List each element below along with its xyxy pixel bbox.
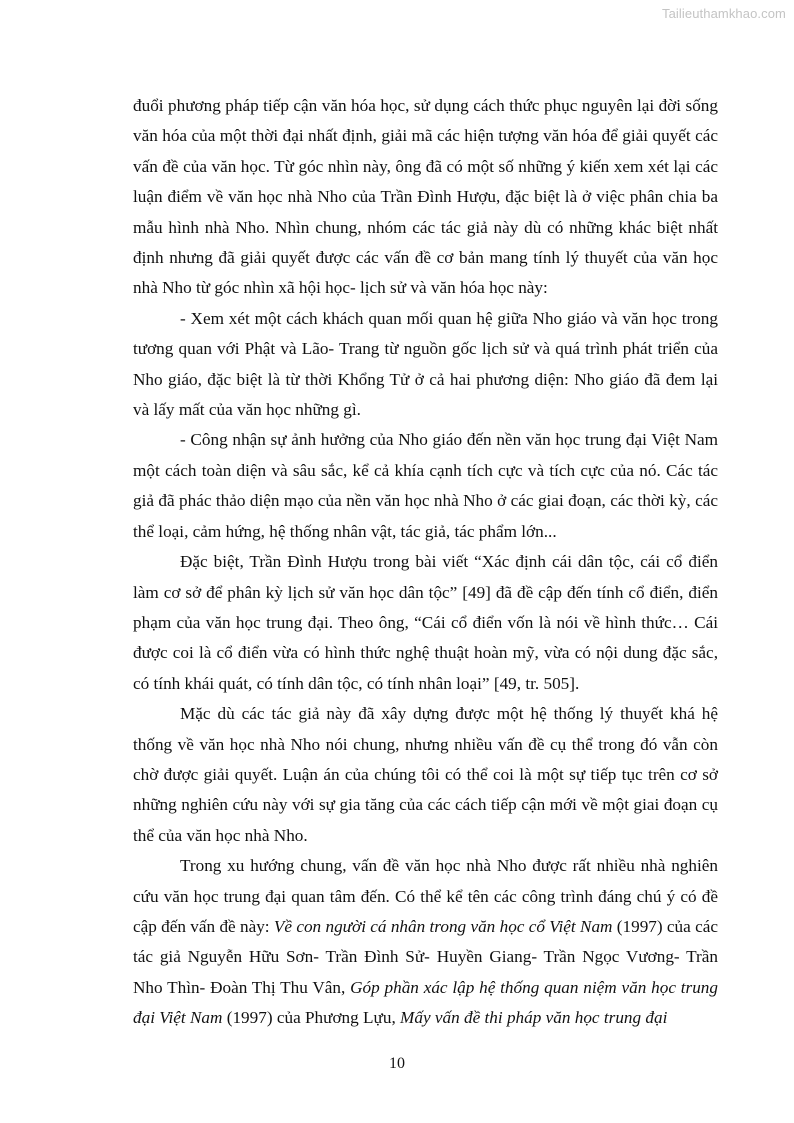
work-title: Góp phần xác lập hệ thống quan niệm văn học trung đại Việt Nam — [133, 977, 718, 1028]
paragraph-3 — [133, 425, 718, 547]
paragraph-text: đuổi phương pháp tiếp cận văn hóa học, sử dụng cách thức phục nguyên lại đời sống văn hóa của một thời đại nhất định, giải mã các hiện tượng văn hóa để giải quyết các vấn đề của văn học. Từ góc nhìn này, ông đã có một số những ý kiến xem xét lại các luận điểm về văn học nhà Nho của Trần Đình Hượu, đặc biệt là ở việc phân chia ba mẫu hình nhà Nho. Nhìn chung, nhóm các tác giả này dù có những khác biệt nhất định nhưng đã giải quyết được các vấn đề cơ bản mang tính lý thuyết của văn học nhà Nho từ góc nhìn xã hội học- lịch sử và văn hóa học này: — [133, 96, 718, 298]
work-title: Về con người cá nhân trong văn học cổ Việt Nam — [273, 916, 613, 936]
work-title: Mấy vấn đề thi pháp văn học trung đại — [400, 1008, 668, 1028]
paragraph-text: - Công nhận sự ảnh hưởng của Nho giáo đến nền văn học trung đại Việt Nam một cách toàn diện và sâu sắc, kể cả khía cạnh tích cực và tích cực của nó. Các tác giả đã phác thảo diện mạo của nền văn học nhà Nho ở các giai đoạn, các thời kỳ, các thể loại, cảm hứng, hệ thống nhân vật, tác giả, tác phẩm lớn... — [133, 430, 718, 541]
paragraph-text: Trong xu hướng chung, vấn đề văn học nhà Nho được rất nhiều nhà nghiên cứu văn học trung đại quan tâm đến. Có thể kể tên các công trình đáng chú ý có đề cập đến vấn đề này: — [133, 856, 718, 936]
paragraph-text: (1997) của các tác giả Nguyễn Hữu Sơn- Trần Đình Sử- Huyền Giang- Trần Ngọc Vương- Trần Nho Thìn- Đoàn Thị Thu Vân, — [133, 916, 718, 997]
paragraph-text: (1997) của Phương Lựu, — [222, 1008, 401, 1028]
paragraph-4 — [133, 547, 718, 699]
paragraph-5 — [133, 699, 718, 851]
paragraph-text: Mặc dù các tác giả này đã xây dựng được một hệ thống lý thuyết khá hệ thống về văn học nhà Nho nói chung, nhưng nhiều vấn đề cụ thể trong đó vẫn còn chờ được giải quyết. Luận án của chúng tôi có thể coi là một sự tiếp tục trên cơ sở những nghiên cứu này với sự gia tăng của các cách tiếp cận mới về một giai đoạn cụ thể của văn học nhà Nho. — [133, 704, 718, 845]
page-number: 10 — [389, 1055, 405, 1072]
paragraph-2 — [133, 304, 718, 426]
paragraph-text: - Xem xét một cách khách quan mối quan hệ giữa Nho giáo và văn học trong tương quan với Phật và Lão- Trang từ nguồn gốc lịch sử và quá trình phát triển của Nho giáo, đặc biệt là từ thời Khổng Tử ở cả hai phương diện: Nho giáo đã đem lại và lấy mất của văn học những gì. — [133, 308, 718, 420]
paragraph-1 — [133, 91, 718, 304]
paragraph-6 — [133, 851, 718, 1033]
paragraph-text: Đặc biệt, Trần Đình Hượu trong bài viết “Xác định cái dân tộc, cái cổ điển làm cơ sở để phân kỳ lịch sử văn học dân tộc” [49] đã đề cập đến tính cổ điển, điển phạm của văn học trung đại. Theo ông, “Cái cổ điển vốn là nói về hình thức… Cái được coi là cổ điển vừa có hình thức nghệ thuật hoàn mỹ, vừa có nội dung đặc sắc, có tính khái quát, có tính dân tộc, có tính nhân loại” [49, tr. 505]. — [133, 552, 718, 693]
watermark: Tailieuthamkhao.com — [661, 6, 786, 21]
page-body — [133, 91, 718, 1034]
